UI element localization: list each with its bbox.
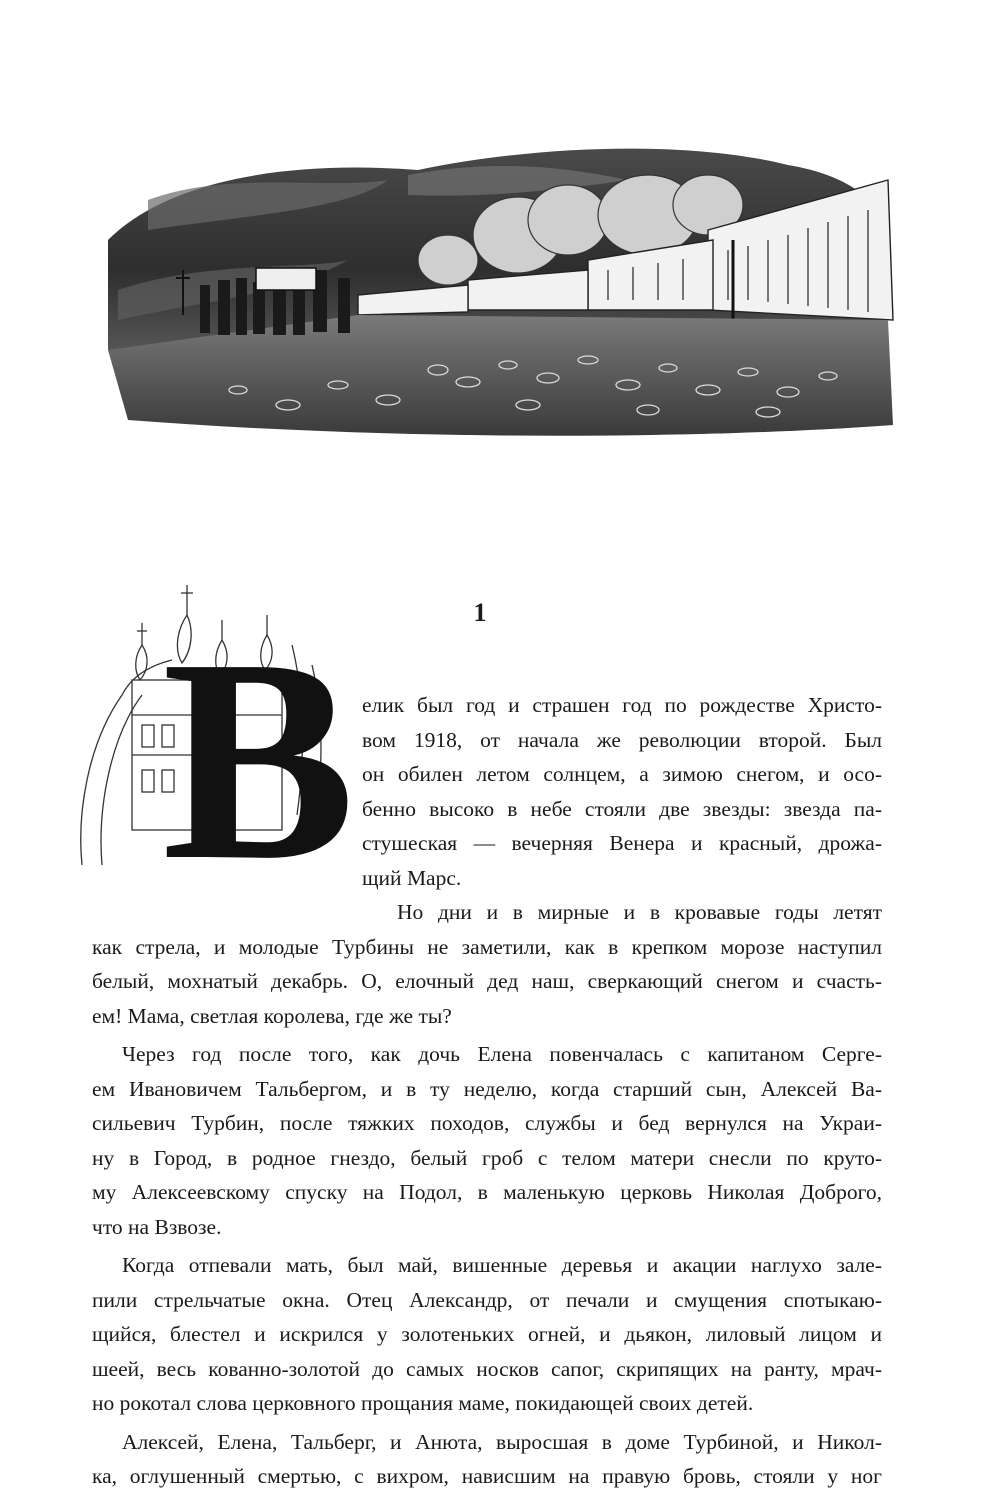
text-line: вом 1918, от начала же революции второй. Был [362,727,882,752]
text-line: шеей, весь кованно-золотой до самых носков сапог, скрипящих на ранту, мрач- [92,1356,882,1381]
paragraph-1 [92,688,882,895]
text-line: что на Взвозе. [92,1214,222,1239]
text-line: елик был год и страшен год по рождестве Христо- [362,693,882,717]
text-line: Но дни и в мирные и в кровавые годы летят [397,900,882,924]
text-line: ем Ивановичем Тальбергом, и в ту неделю, когда старший сын, Алексей Ва- [92,1076,882,1101]
chapter-number: 1 [473,598,487,627]
paragraph-2 [92,895,882,1033]
drop-cap-letter: В [162,599,356,865]
street-procession-illustration [88,120,898,450]
text-line: белый, мохнатый декабрь. О, елочный дед наш, сверкающий снегом и счасть- [92,969,882,993]
chapter-text [92,688,882,1494]
text-line: му Алексеевскому спуску на Подол, в маленькую церковь Николая Доброго, [92,1180,882,1204]
text-line: Когда отпевали мать, был май, вишенные деревья и акации наглухо зале- [122,1253,882,1277]
text-line: он обилен летом солнцем, а зимою снегом, и осо- [362,762,882,786]
text-line: ну в Город, в родное гнездо, белый гроб с телом матери снесли по круто- [92,1145,882,1170]
text-line: стушеская — вечерняя Венера и красный, дрожа- [362,831,882,855]
text-line: Алексей, Елена, Тальберг, и Анюта, выросшая в доме Турбиной, и Никол- [122,1429,882,1454]
paragraph-4 [92,1248,882,1421]
text-line: бенно высоко в небе стояли две звезды: звезда па- [362,796,882,821]
paragraph-5 [92,1425,882,1494]
text-line: щий Марс. [362,865,462,890]
text-line: щийся, блестел и искрился у золотеньких огней, и дьякон, лиловый лицом и [92,1322,882,1346]
text-line: как стрела, и молодые Турбины не заметили, как в крепком морозе наступил [92,934,882,959]
text-line: Через год после того, как дочь Елена повенчалась с капитаном Серге- [122,1042,882,1066]
text-line: ка, оглушенный смертью, с вихром, нависшим на правую бровь, стояли у ног [92,1464,882,1488]
paragraph-3 [92,1037,882,1244]
text-line: сильевич Турбин, после тяжких походов, службы и бед вернулся на Украи- [92,1111,882,1135]
text-line: ем! Мама, светлая королева, где же ты? [92,1003,452,1028]
text-line: но рокотал слова церковного прощания маме, покидающей своих детей. [92,1391,754,1415]
text-line: пили стрельчатые окна. Отец Александр, от печали и смущения спотыкаю- [92,1287,882,1312]
